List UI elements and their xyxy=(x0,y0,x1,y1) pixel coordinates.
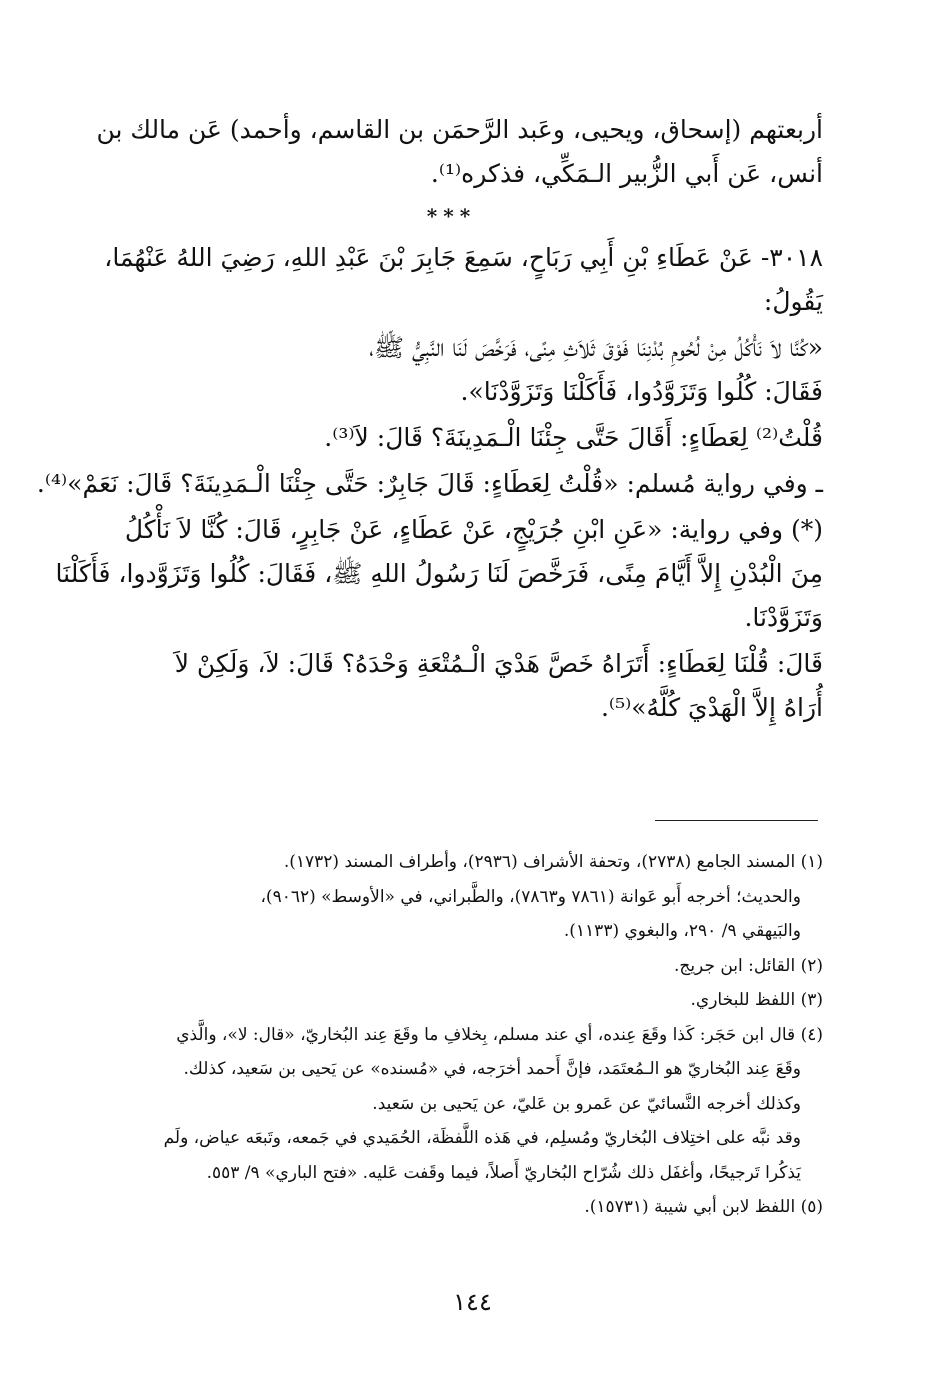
text-line: «كُنَّا لاَ نَأْكُلُ مِنْ لُحُومِ بُدْنِنَا فَوْقَ ثَلاَثِ مِنًى، فَرَخَّصَ لَنَا النَّبِيُّ ﷺ، xyxy=(369,333,823,362)
hadith-heading-line: ٣٠١٨- عَنْ عَطَاءِ بْنِ أَبِي رَبَاحٍ، سَمِعَ جَابِرَ بْنَ عَبْدِ اللهِ، رَضِيَ اللهُ عَنْهُمَا، xyxy=(104,243,823,272)
footnote-line: وقَعَ عِند البُخاريّ هو الـمُعتَمَد، فإنَّ أَحمد أخرَجه، في «مُسنده» عن يَحيى بن سَعيد، كذلك. xyxy=(183,1059,801,1079)
footnote-line: (١) المسند الجامع (٢٧٣٨)، وتحفة الأشراف (٢٩٣٦)، وأطراف المسند (١٧٣٢). xyxy=(283,852,823,872)
text-line: مِنَ الْبُدْنِ إِلاَّ أَيَّامَ مِنًى، فَرَخَّصَ لَنَا رَسُولُ اللهِ ﷺ، فَقَالَ: كُلُوا وَتَزَوَّدوا، فَأَكَلْنَا xyxy=(55,559,823,588)
text-line: أنس، عَن أَبي الزُّبير الـمَكِّي، فذكره⁽¹⁾. xyxy=(430,159,823,188)
footnote-line: (٥) اللفظ لابن أبي شيبة (١٥٧٣١). xyxy=(584,1197,823,1217)
text-line: أربعتهم (إسحاق، ويحيى، وعَبد الرَّحمَن بن القاسم، وأحمد) عَن مالك بن xyxy=(96,115,823,144)
footnote-line: (٣) اللفظ للبخاري. xyxy=(690,990,823,1010)
footnote-line: وكذلك أخرجه النَّسائيّ عن عَمرو بن عَليّ، عن يَحيى بن سَعيد. xyxy=(372,1093,801,1114)
footnote-line: يَذكُرا تَرجيحًا، وأغفَل ذلك شُرّاح البُخاريّ أَصلاً، فيما وقَفت عَليه. «فتح الباري» ٩/ ٥٥٣. xyxy=(206,1162,801,1183)
footnote-line: (٢) القائل: ابن جريج. xyxy=(673,955,823,976)
footnote-line: وقد نبَّه على اختِلاف البُخاريّ ومُسلِم، في هَذه اللَّفظَة، الحُمَيدي في جَمعه، وتَبعَه عياض، ولَم xyxy=(163,1128,801,1148)
footnote-divider xyxy=(655,820,818,821)
text-line: قَالَ: قُلْنَا لِعَطَاءٍ: أَتَرَاهُ خَصَّ هَدْيَ الْـمُتْعَةِ وَحْدَهُ؟ قَالَ: لاَ، وَلَكِنْ لاَ xyxy=(174,649,823,678)
footnotes xyxy=(80,845,823,1225)
text-line: وَتَزَوَّدْنَا. xyxy=(744,603,823,632)
footnote-line: والحديث؛ أخرجه أَبو عَوانة (٧٨٦١ و٧٨٦٣)، والطَّبراني، في «الأوسط» (٩٠٦٢)، xyxy=(260,886,801,907)
footnote-line: والبَيهقي ٩/ ٢٩٠، والبغوي (١١٣٣). xyxy=(563,921,801,941)
text-line: قُلْتُ⁽²⁾ لِعَطَاءٍ: أَقَالَ حَتَّى جِئْنَا الْـمَدِينَةَ؟ قَالَ: لاَ⁽³⁾. xyxy=(324,423,823,452)
text-line: (*) وفي رواية: «عَنِ ابْنِ جُرَيْجٍ، عَنْ عَطَاءٍ، عَنْ جَابِرٍ، قَالَ: كُنَّا لاَ نَأْكُلُ xyxy=(124,515,823,544)
footnote-line: (٤) قال ابن حَجَر: كَذا وقَعَ عِنده، أي عند مسلم، بِخلافِ ما وقَعَ عِند البُخاريّ، «قال: لا»، والَّذي xyxy=(176,1024,823,1045)
text-line: أُرَاهُ إِلاَّ الْهَدْيَ كُلَّهُ»⁽⁵⁾. xyxy=(600,693,823,722)
main-text xyxy=(36,108,823,730)
text-line: يَقُولُ: xyxy=(763,287,823,316)
section-separator: *** xyxy=(426,204,477,228)
text-line: فَقَالَ: كُلُوا وَتَزَوَّدُوا، فَأَكَلْنَا وَتَزَوَّدْنَا». xyxy=(460,377,823,406)
text-line: ـ وفي رواية مُسلم: «قُلْتُ لِعَطَاءٍ: قَالَ جَابِرٌ: حَتَّى جِئْنَا الْـمَدِينَةَ؟ قَالَ: نَعَمْ»⁽⁴⁾. xyxy=(36,469,823,498)
page-number: ١٤٤ xyxy=(453,1288,492,1316)
